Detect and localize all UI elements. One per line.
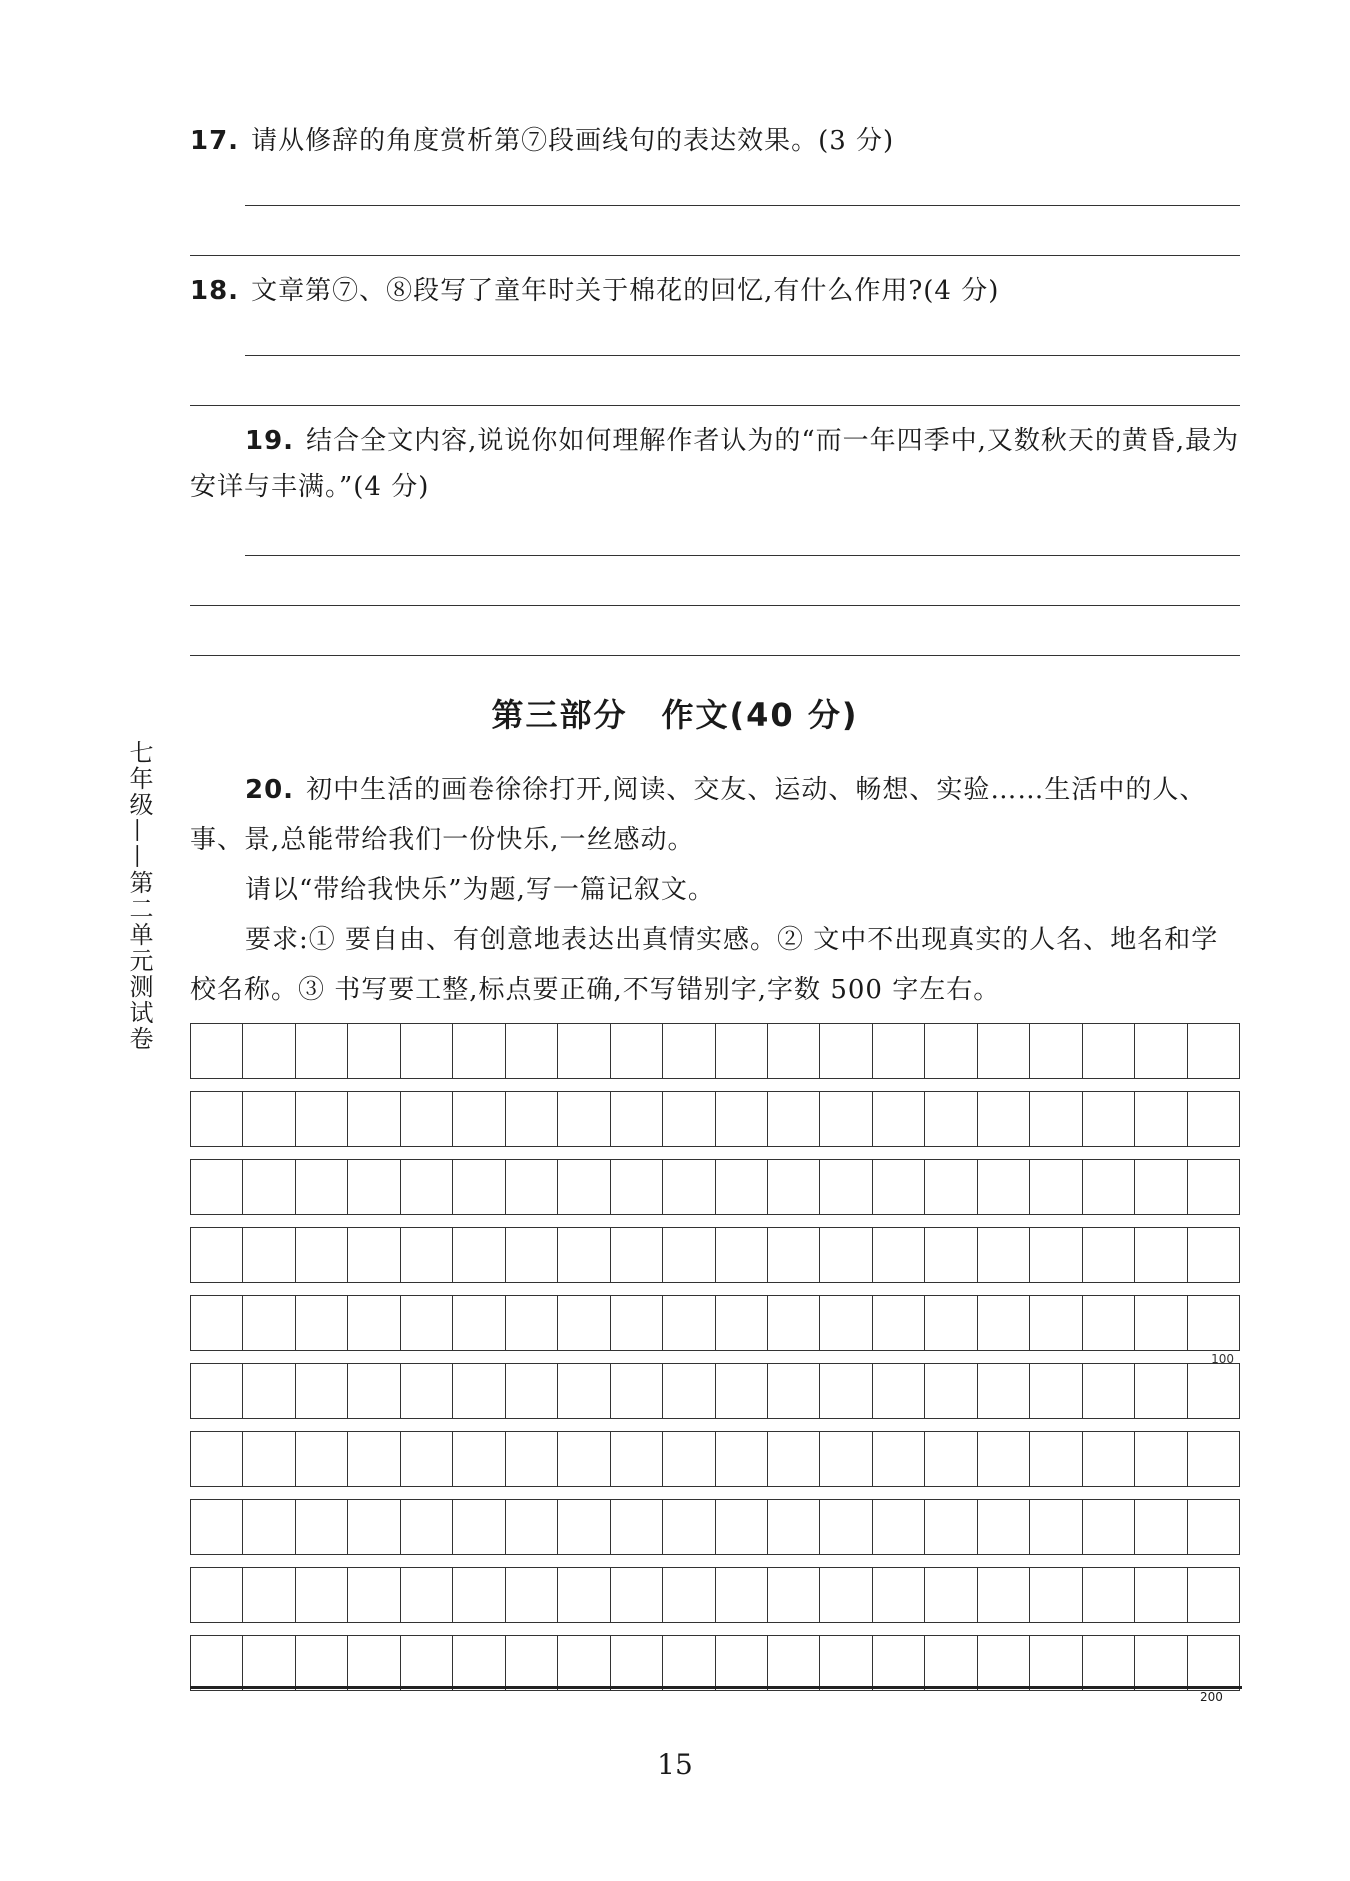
grid-cell[interactable] [663, 1092, 715, 1146]
grid-cell[interactable] [925, 1228, 977, 1282]
question-number: 18. [190, 276, 240, 306]
grid-cell[interactable] [1135, 1568, 1187, 1622]
grid-cell[interactable] [873, 1024, 925, 1078]
grid-cell[interactable] [1083, 1364, 1135, 1418]
grid-cell[interactable] [873, 1432, 925, 1486]
grid-cell[interactable] [558, 1432, 610, 1486]
grid-cell[interactable] [978, 1500, 1030, 1554]
grid-cell[interactable] [611, 1160, 663, 1214]
grid-cell[interactable] [611, 1636, 663, 1690]
grid-cell[interactable] [1135, 1296, 1187, 1350]
essay-prompt: 请以“带给我快乐”为题,写一篇记叙文。 [245, 875, 715, 905]
question-18 [190, 268, 1240, 314]
grid-cell[interactable] [1188, 1432, 1240, 1486]
grid-cell[interactable] [1188, 1296, 1240, 1350]
grid-cell[interactable] [348, 1160, 400, 1214]
grid-cell[interactable] [1030, 1636, 1082, 1690]
grid-cell[interactable] [873, 1636, 925, 1690]
grid-row [190, 1431, 1240, 1487]
grid-row [190, 1363, 1240, 1419]
grid-cell[interactable] [348, 1568, 400, 1622]
grid-cell[interactable] [401, 1296, 453, 1350]
grid-cell[interactable] [296, 1228, 348, 1282]
grid-cell[interactable] [768, 1296, 820, 1350]
grid-row [190, 1295, 1240, 1366]
grid-row [190, 1227, 1240, 1283]
grid-cell[interactable] [453, 1160, 505, 1214]
grid-cell[interactable] [1030, 1160, 1082, 1214]
grid-cell[interactable] [348, 1296, 400, 1350]
grid-cell[interactable] [191, 1160, 243, 1214]
grid-cell[interactable] [243, 1500, 295, 1554]
grid-cell[interactable] [243, 1024, 295, 1078]
grid-cell[interactable] [506, 1568, 558, 1622]
grid-cell[interactable] [716, 1568, 768, 1622]
grid-cell[interactable] [506, 1228, 558, 1282]
grid-cell[interactable] [243, 1636, 295, 1690]
word-count-label-100: 100 [1211, 1352, 1234, 1366]
grid-cell[interactable] [611, 1432, 663, 1486]
grid-cell[interactable] [401, 1228, 453, 1282]
grid-cell[interactable] [716, 1500, 768, 1554]
grid-cell[interactable] [925, 1024, 977, 1078]
grid-cell[interactable] [1135, 1364, 1187, 1418]
grid-cell[interactable] [716, 1432, 768, 1486]
grid-cell[interactable] [768, 1228, 820, 1282]
grid-cell[interactable] [1188, 1228, 1240, 1282]
grid-cell[interactable] [191, 1228, 243, 1282]
section-title: 第三部分 作文(40 分) [491, 696, 859, 734]
grid-cell[interactable] [191, 1432, 243, 1486]
grid-cell[interactable] [1188, 1024, 1240, 1078]
grid-cell[interactable] [925, 1160, 977, 1214]
grid-cell[interactable] [453, 1364, 505, 1418]
grid-cell[interactable] [768, 1024, 820, 1078]
grid-row [190, 1159, 1240, 1215]
grid-cell[interactable] [820, 1500, 872, 1554]
question-text: 文章第⑦、⑧段写了童年时关于棉花的回忆,有什么作用?(4 分) [251, 276, 1000, 306]
answer-line[interactable] [245, 555, 1240, 556]
grid-cell[interactable] [296, 1500, 348, 1554]
grid-cell[interactable] [1083, 1160, 1135, 1214]
grid-cell[interactable] [243, 1568, 295, 1622]
grid-cell[interactable] [820, 1636, 872, 1690]
grid-cell[interactable] [663, 1636, 715, 1690]
question-number: 17. [190, 126, 240, 156]
grid-cell[interactable] [716, 1364, 768, 1418]
grid-cell[interactable] [453, 1024, 505, 1078]
grid-cell[interactable] [1135, 1092, 1187, 1146]
grid-cell[interactable] [558, 1296, 610, 1350]
grid-cell[interactable] [611, 1364, 663, 1418]
grid-cell[interactable] [243, 1092, 295, 1146]
question-number: 20. [245, 775, 295, 805]
grid-row [190, 1091, 1240, 1147]
grid-cell[interactable] [820, 1296, 872, 1350]
writing-grid[interactable] [190, 1023, 1240, 1703]
essay-requirements: 要求:① 要自由、有创意地表达出真情实感。② 文中不出现真实的人名、地名和学校名称。③ 书写要工整,标点要正确,不写错别字,字数 500 字左右。 [190, 925, 1219, 1005]
grid-cell[interactable] [873, 1364, 925, 1418]
grid-cell[interactable] [1083, 1636, 1135, 1690]
grid-cell[interactable] [978, 1568, 1030, 1622]
grid-cell[interactable] [348, 1364, 400, 1418]
grid-cell[interactable] [925, 1500, 977, 1554]
answer-line[interactable] [190, 655, 1240, 656]
grid-cell[interactable] [820, 1364, 872, 1418]
grid-cell[interactable] [925, 1568, 977, 1622]
grid-cell[interactable] [1083, 1568, 1135, 1622]
grid-cell[interactable] [978, 1160, 1030, 1214]
answer-line[interactable] [245, 205, 1240, 206]
page-number: 15 [657, 1748, 693, 1781]
grid-cell[interactable] [348, 1500, 400, 1554]
grid-cell[interactable] [506, 1296, 558, 1350]
grid-cell[interactable] [1030, 1296, 1082, 1350]
grid-cell[interactable] [191, 1296, 243, 1350]
grid-cell[interactable] [925, 1092, 977, 1146]
grid-cell[interactable] [453, 1092, 505, 1146]
grid-cell[interactable] [820, 1432, 872, 1486]
grid-cell[interactable] [348, 1092, 400, 1146]
grid-cell[interactable] [873, 1092, 925, 1146]
grid-cell[interactable] [296, 1568, 348, 1622]
grid-cell[interactable] [768, 1568, 820, 1622]
grid-cell[interactable] [978, 1024, 1030, 1078]
grid-cell[interactable] [296, 1636, 348, 1690]
answer-line[interactable] [245, 355, 1240, 356]
grid-cell[interactable] [1083, 1432, 1135, 1486]
question-text: 初中生活的画卷徐徐打开,阅读、交友、运动、畅想、实验……生活中的人、事、景,总能带给我们一份快乐,一丝感动。 [190, 775, 1207, 855]
grid-cell[interactable] [1083, 1024, 1135, 1078]
grid-cell[interactable] [768, 1432, 820, 1486]
grid-cell[interactable] [1030, 1024, 1082, 1078]
grid-cell[interactable] [1030, 1568, 1082, 1622]
grid-cell[interactable] [296, 1364, 348, 1418]
grid-cell[interactable] [978, 1296, 1030, 1350]
grid-cell[interactable] [243, 1228, 295, 1282]
grid-cell[interactable] [1188, 1568, 1240, 1622]
grid-row [190, 1023, 1240, 1079]
grid-cell[interactable] [925, 1364, 977, 1418]
question-text: 结合全文内容,说说你如何理解作者认为的“而一年四季中,又数秋天的黄昏,最为安详与丰满。”(4 分) [190, 426, 1240, 502]
grid-cell[interactable] [296, 1296, 348, 1350]
grid-cell[interactable] [453, 1636, 505, 1690]
grid-cell[interactable] [1030, 1432, 1082, 1486]
grid-cell[interactable] [348, 1024, 400, 1078]
grid-cell[interactable] [820, 1160, 872, 1214]
grid-cell[interactable] [558, 1092, 610, 1146]
grid-cell[interactable] [453, 1432, 505, 1486]
grid-cell[interactable] [768, 1636, 820, 1690]
grid-cell[interactable] [401, 1364, 453, 1418]
grid-bottom-rule [190, 1686, 1242, 1689]
grid-cell[interactable] [191, 1024, 243, 1078]
grid-cell[interactable] [611, 1024, 663, 1078]
grid-row [190, 1635, 1240, 1691]
grid-cell[interactable] [978, 1364, 1030, 1418]
grid-cell[interactable] [243, 1160, 295, 1214]
grid-cell[interactable] [978, 1636, 1030, 1690]
grid-cell[interactable] [1030, 1228, 1082, 1282]
grid-cell[interactable] [558, 1024, 610, 1078]
grid-cell[interactable] [191, 1092, 243, 1146]
question-17 [190, 118, 1240, 164]
grid-cell[interactable] [453, 1568, 505, 1622]
grid-cell[interactable] [1188, 1500, 1240, 1554]
grid-cell[interactable] [768, 1500, 820, 1554]
question-number: 19. [245, 426, 295, 456]
grid-cell[interactable] [978, 1092, 1030, 1146]
grid-cell[interactable] [1135, 1500, 1187, 1554]
grid-cell[interactable] [558, 1568, 610, 1622]
question-text: 请从修辞的角度赏析第⑦段画线句的表达效果。(3 分) [251, 126, 895, 156]
grid-cell[interactable] [1083, 1092, 1135, 1146]
grid-cell[interactable] [663, 1500, 715, 1554]
grid-cell[interactable] [1135, 1432, 1187, 1486]
grid-cell[interactable] [401, 1160, 453, 1214]
grid-cell[interactable] [978, 1432, 1030, 1486]
grid-cell[interactable] [873, 1296, 925, 1350]
question-20 [190, 765, 1245, 865]
grid-cell[interactable] [191, 1636, 243, 1690]
grid-cell[interactable] [401, 1568, 453, 1622]
grid-cell[interactable] [243, 1364, 295, 1418]
grid-row [190, 1567, 1240, 1623]
grid-cell[interactable] [873, 1228, 925, 1282]
grid-cell[interactable] [191, 1500, 243, 1554]
grid-cell[interactable] [925, 1296, 977, 1350]
grid-cell[interactable] [1030, 1092, 1082, 1146]
grid-cell[interactable] [1188, 1364, 1240, 1418]
grid-cell[interactable] [925, 1432, 977, 1486]
grid-cell[interactable] [663, 1432, 715, 1486]
grid-cell[interactable] [820, 1024, 872, 1078]
answer-line[interactable] [190, 405, 1240, 406]
grid-cell[interactable] [1188, 1160, 1240, 1214]
grid-cell[interactable] [401, 1636, 453, 1690]
grid-cell[interactable] [978, 1228, 1030, 1282]
grid-cell[interactable] [243, 1296, 295, 1350]
grid-cell[interactable] [820, 1228, 872, 1282]
grid-cell[interactable] [663, 1568, 715, 1622]
grid-cell[interactable] [925, 1636, 977, 1690]
grid-cell[interactable] [453, 1500, 505, 1554]
grid-cell[interactable] [401, 1432, 453, 1486]
grid-cell[interactable] [663, 1024, 715, 1078]
grid-cell[interactable] [1083, 1228, 1135, 1282]
grid-cell[interactable] [716, 1092, 768, 1146]
grid-cell[interactable] [506, 1160, 558, 1214]
grid-cell[interactable] [348, 1636, 400, 1690]
grid-cell[interactable] [1083, 1500, 1135, 1554]
grid-cell[interactable] [873, 1500, 925, 1554]
grid-cell[interactable] [1135, 1160, 1187, 1214]
grid-cell[interactable] [348, 1432, 400, 1486]
grid-cell[interactable] [506, 1024, 558, 1078]
grid-cell[interactable] [820, 1568, 872, 1622]
grid-cell[interactable] [611, 1092, 663, 1146]
grid-cell[interactable] [716, 1160, 768, 1214]
grid-cell[interactable] [1030, 1500, 1082, 1554]
grid-cell[interactable] [611, 1296, 663, 1350]
grid-cell[interactable] [506, 1500, 558, 1554]
grid-cell[interactable] [716, 1296, 768, 1350]
grid-cell[interactable] [768, 1160, 820, 1214]
answer-line[interactable] [190, 605, 1240, 606]
grid-cell[interactable] [663, 1364, 715, 1418]
grid-cell[interactable] [506, 1636, 558, 1690]
grid-cell[interactable] [663, 1228, 715, 1282]
grid-cell[interactable] [716, 1228, 768, 1282]
grid-cell[interactable] [191, 1364, 243, 1418]
grid-cell[interactable] [453, 1296, 505, 1350]
grid-cell[interactable] [296, 1160, 348, 1214]
grid-cell[interactable] [873, 1568, 925, 1622]
grid-cell[interactable] [1188, 1636, 1240, 1690]
grid-cell[interactable] [506, 1364, 558, 1418]
grid-cell[interactable] [243, 1432, 295, 1486]
sidebar-title: 七年级——第二单元测试卷 [125, 740, 153, 1052]
grid-cell[interactable] [401, 1092, 453, 1146]
grid-cell[interactable] [191, 1568, 243, 1622]
grid-cell[interactable] [1135, 1024, 1187, 1078]
grid-cell[interactable] [296, 1432, 348, 1486]
grid-cell[interactable] [558, 1228, 610, 1282]
grid-cell[interactable] [768, 1364, 820, 1418]
grid-cell[interactable] [611, 1228, 663, 1282]
grid-cell[interactable] [611, 1568, 663, 1622]
grid-cell[interactable] [296, 1092, 348, 1146]
grid-cell[interactable] [611, 1500, 663, 1554]
answer-line[interactable] [190, 255, 1240, 256]
grid-cell[interactable] [1135, 1636, 1187, 1690]
grid-cell[interactable] [401, 1024, 453, 1078]
grid-cell[interactable] [348, 1228, 400, 1282]
grid-cell[interactable] [716, 1024, 768, 1078]
grid-cell[interactable] [506, 1432, 558, 1486]
grid-row [190, 1499, 1240, 1555]
grid-cell[interactable] [1083, 1296, 1135, 1350]
grid-cell[interactable] [401, 1500, 453, 1554]
grid-cell[interactable] [820, 1092, 872, 1146]
grid-cell[interactable] [1135, 1228, 1187, 1282]
grid-cell[interactable] [1188, 1092, 1240, 1146]
question-19 [190, 418, 1240, 510]
word-count-label-200: 200 [1200, 1690, 1223, 1704]
grid-cell[interactable] [558, 1160, 610, 1214]
grid-cell[interactable] [296, 1024, 348, 1078]
grid-cell[interactable] [873, 1160, 925, 1214]
grid-cell[interactable] [716, 1636, 768, 1690]
grid-cell[interactable] [506, 1092, 558, 1146]
grid-cell[interactable] [768, 1092, 820, 1146]
grid-cell[interactable] [558, 1500, 610, 1554]
grid-cell[interactable] [663, 1160, 715, 1214]
grid-cell[interactable] [663, 1296, 715, 1350]
grid-cell[interactable] [558, 1636, 610, 1690]
grid-cell[interactable] [453, 1228, 505, 1282]
grid-cell[interactable] [558, 1364, 610, 1418]
grid-cell[interactable] [1030, 1364, 1082, 1418]
